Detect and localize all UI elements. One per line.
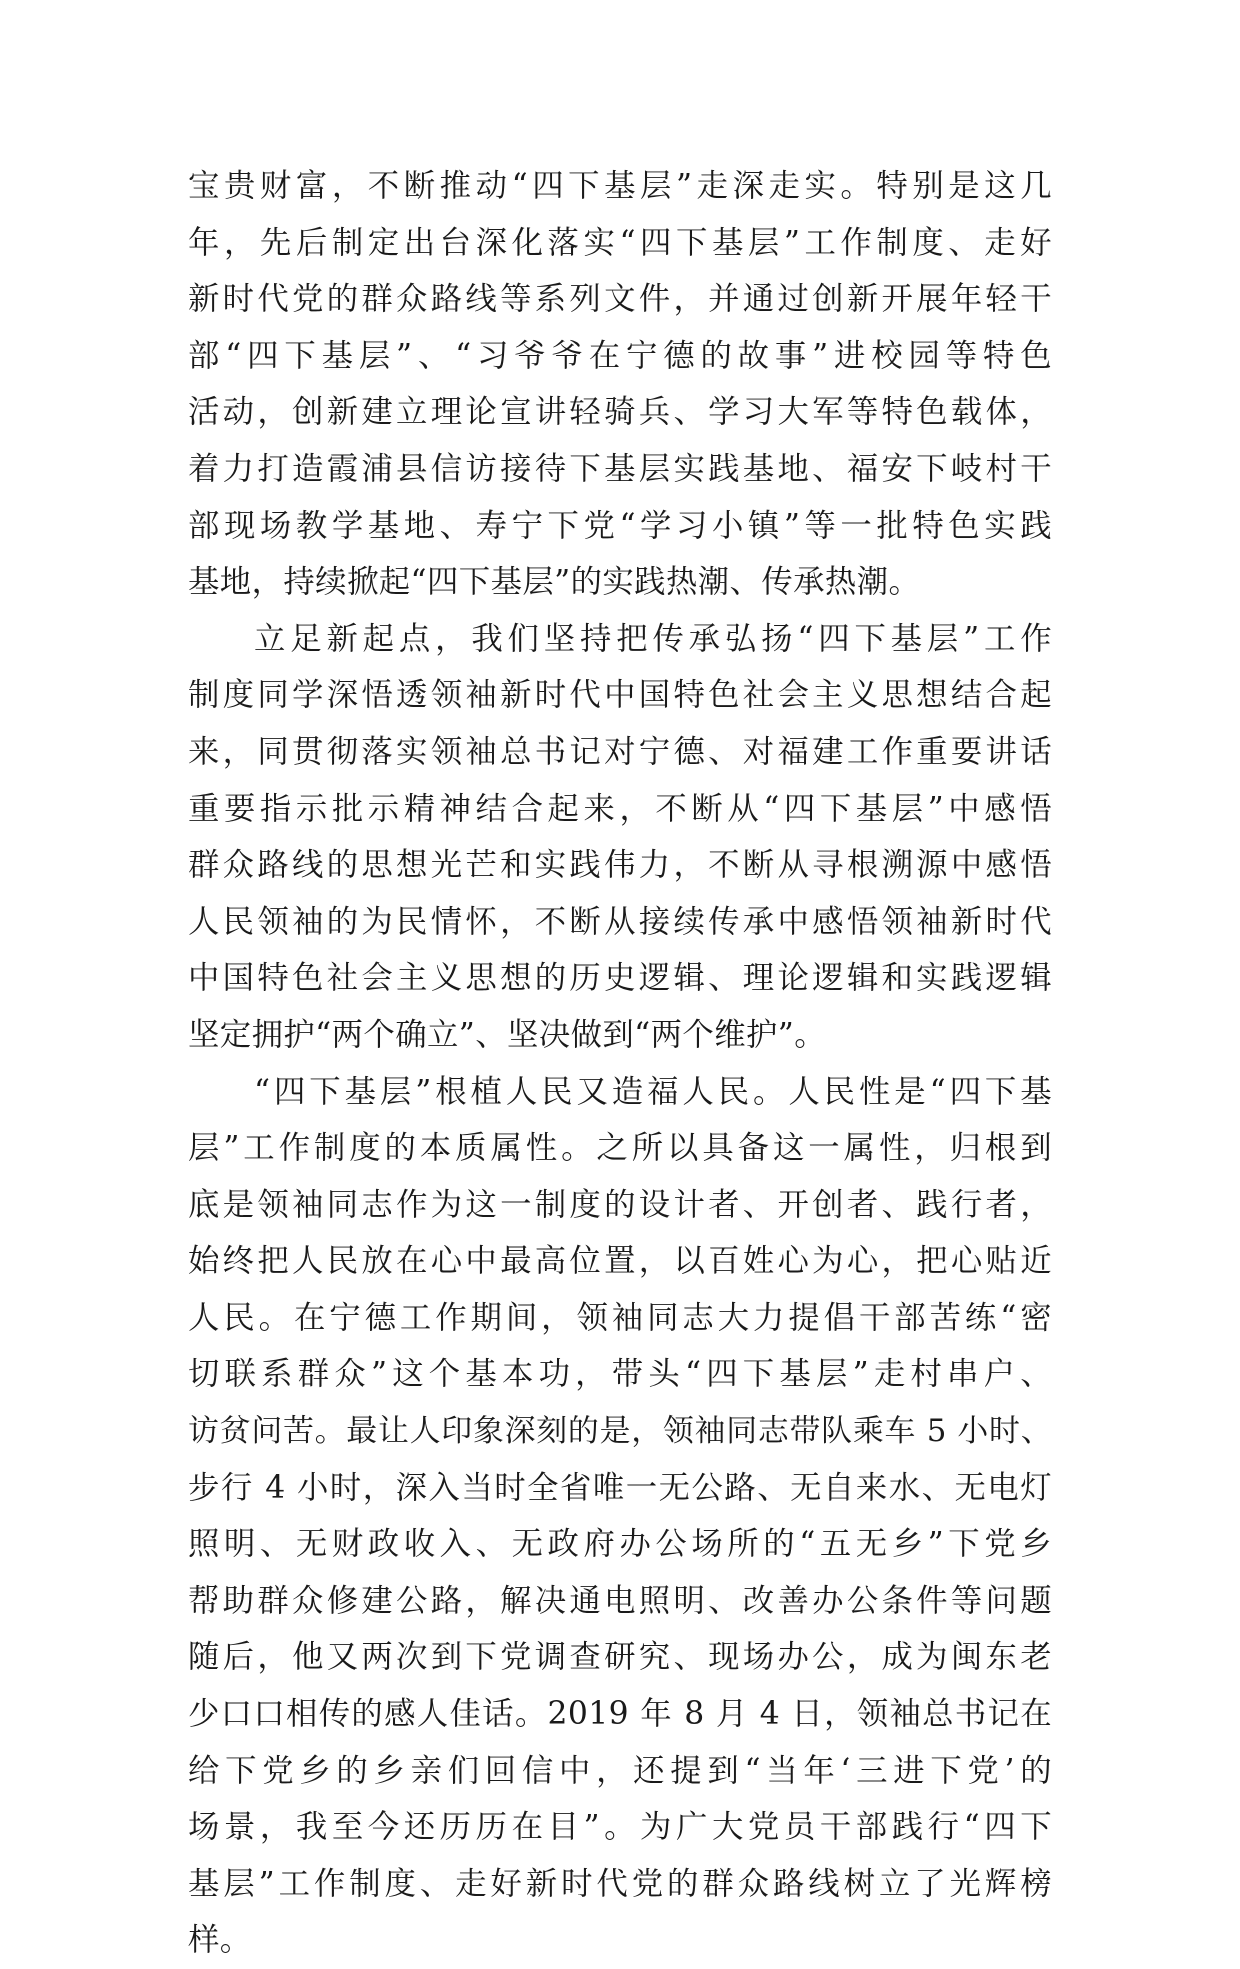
text-line: 部现场教学基地、寿宁下党“学习小镇”等一批特色实践	[188, 507, 1052, 544]
text-line: 重要指示批示精神结合起来，不断从“四下基层”中感悟	[188, 790, 1052, 827]
text-line: 照明、无财政收入、无政府办公场所的“五无乡”下党乡	[188, 1526, 1052, 1563]
text-line: “四下基层”根植人民又造福人民。人民性是“四下基	[254, 1073, 1052, 1110]
text-line: 着力打造霞浦县信访接待下基层实践基地、福安下岐村干	[188, 450, 1052, 487]
text-line: 活动，创新建立理论宣讲轻骑兵、学习大军等特色载体，	[188, 394, 1052, 431]
text-line: 帮助群众修建公路，解决通电照明、改善办公条件等问题	[188, 1582, 1052, 1619]
text-line: 少口口相传的感人佳话。2019 年 8 月 4 日，领袖总书记在	[188, 1696, 1052, 1733]
text-line: 群众路线的思想光芒和实践伟力，不断从寻根溯源中感悟	[188, 847, 1052, 884]
text-line: 切联系群众”这个基本功，带头“四下基层”走村串户、	[188, 1356, 1052, 1393]
text-line: 年，先后制定出台深化落实“四下基层”工作制度、走好	[188, 224, 1052, 261]
text-line: 随后，他又两次到下党调查研究、现场办公，成为闽东老	[188, 1639, 1052, 1676]
text-line: 始终把人民放在心中最高位置，以百姓心为心，把心贴近	[188, 1243, 1052, 1280]
text-line: 中国特色社会主义思想的历史逻辑、理论逻辑和实践逻辑	[188, 960, 1052, 997]
body-text	[188, 158, 1052, 1969]
text-line: 宝贵财富，不断推动“四下基层”走深走实。特别是这几	[188, 168, 1052, 204]
text-line: 人民领袖的为民情怀，不断从接续传承中感悟领袖新时代	[188, 903, 1052, 940]
text-line: 新时代党的群众路线等系列文件，并通过创新开展年轻干	[188, 281, 1052, 318]
text-line: 制度同学深悟透领袖新时代中国特色社会主义思想结合起	[188, 677, 1052, 714]
text-line: 坚定拥护“两个确立”、坚决做到“两个维护”。	[188, 1016, 827, 1053]
text-line: 样。	[188, 1922, 252, 1959]
text-line: 人民。在宁德工作期间，领袖同志大力提倡干部苦练“密	[188, 1299, 1052, 1336]
text-line: 立足新起点，我们坚持把传承弘扬“四下基层”工作	[254, 620, 1052, 657]
text-line: 基地，持续掀起“四下基层”的实践热潮、传承热潮。	[188, 564, 921, 601]
text-line: 基层”工作制度、走好新时代党的群众路线树立了光辉榜	[188, 1865, 1052, 1902]
text-line: 访贫问苦。最让人印象深刻的是，领袖同志带队乘车 5 小时、	[188, 1413, 1052, 1450]
text-line: 给下党乡的乡亲们回信中，还提到“当年‘三进下党’的	[188, 1752, 1052, 1789]
text-line: 层”工作制度的本质属性。之所以具备这一属性，归根到	[188, 1130, 1052, 1167]
text-line: 部“四下基层”、“习爷爷在宁德的故事”进校园等特色	[188, 337, 1052, 374]
text-line: 步行 4 小时，深入当时全省唯一无公路、无自来水、无电灯	[188, 1469, 1052, 1506]
text-line: 底是领袖同志作为这一制度的设计者、开创者、践行者，	[188, 1186, 1052, 1223]
text-line: 来，同贯彻落实领袖总书记对宁德、对福建工作重要讲话	[188, 733, 1052, 770]
text-line: 场景，我至今还历历在目”。为广大党员干部践行“四下	[188, 1809, 1052, 1846]
